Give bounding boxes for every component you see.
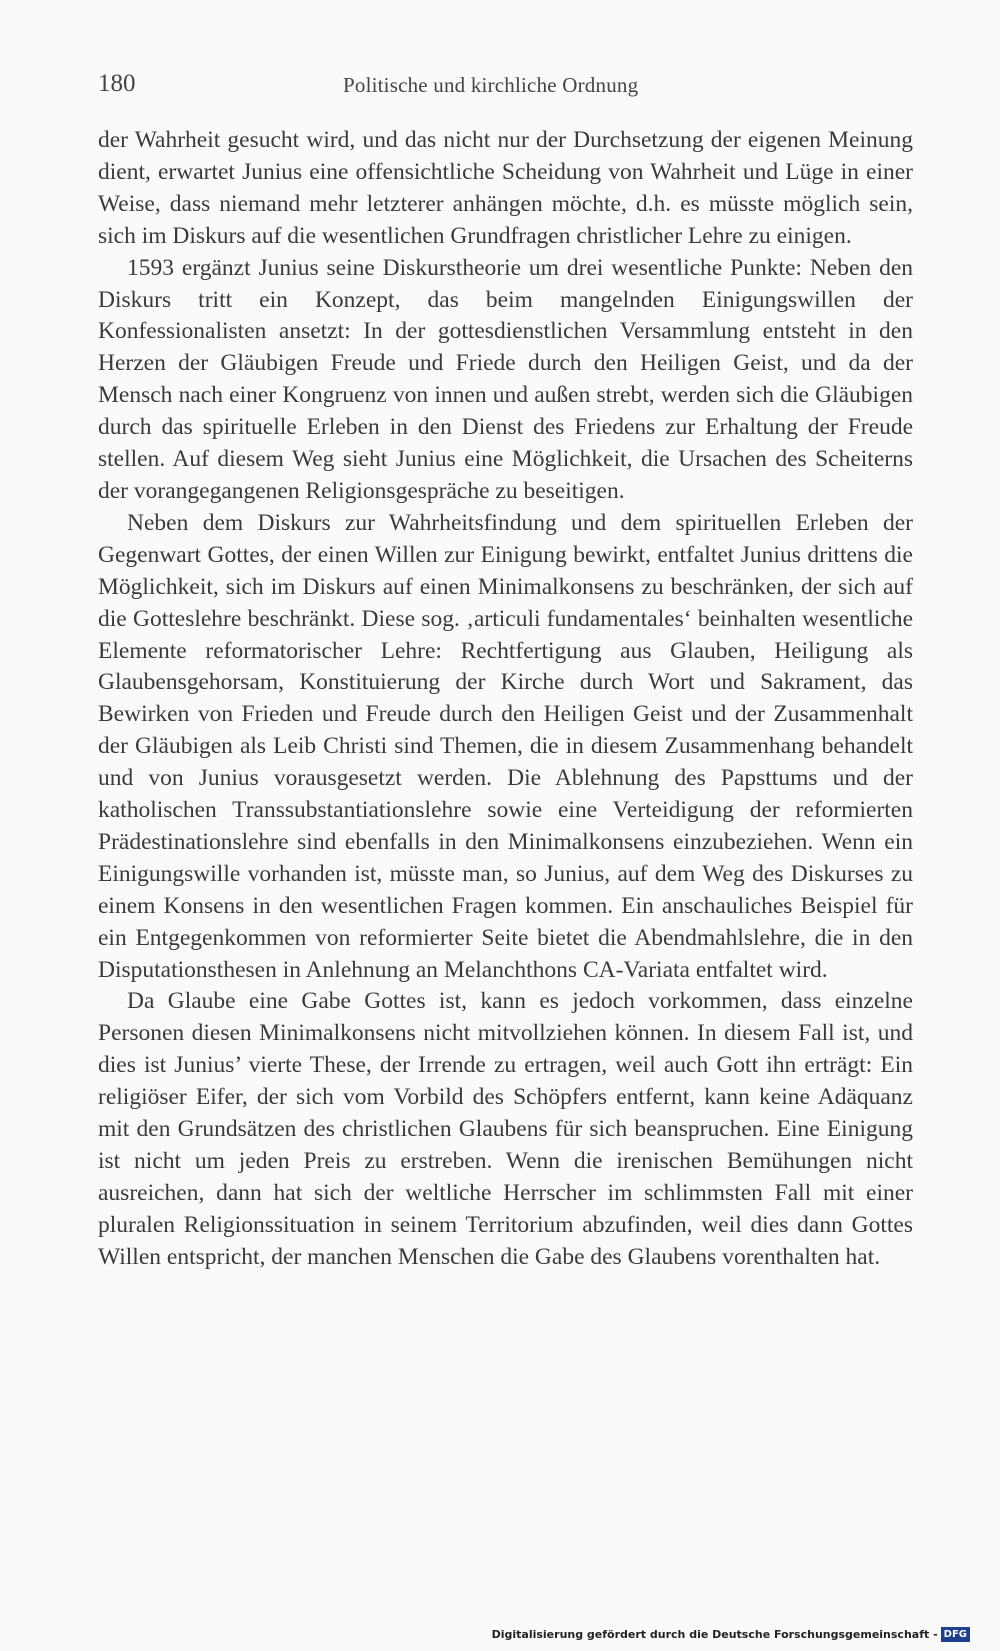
page-number: 180 (98, 70, 136, 97)
paragraph: Neben dem Diskurs zur Wahrheitsfindung und dem spirituellen Erleben der Gegenwart Gottes, der einen Willen zur Einigung bewirkt, entfaltet Junius drittens die Möglichkeit, sich im Diskurs auf einen Minimalkonsens zu beschränken, der sich auf die Gotteslehre beschränkt. Diese sog. ‚articuli fundamentales‘ beinhalten wesentliche Elemente reformatorischer Lehre: Rechtfertigung aus Glauben, Heiligung als Glaubensgehorsam, Konstituierung der Kirche durch Wort und Sakrament, das Bewirken von Frieden und Freude durch den Heiligen Geist und der Zusammenhalt der Gläubigen als Leib Christi sind Themen, die in diesem Zusammenhang behandelt und von Junius vorausgesetzt werden. Die Ablehnung des Papsttums und der katholischen Transsubstantiationslehre sowie eine Verteidigung der reformierten Prädestinationslehre sind ebenfalls in den Minimalkonsens einzubeziehen. Wenn ein Einigungswille vorhanden ist, müsste man, so Junius, auf dem Weg des Diskurses zu einem Konsens in den wesentlichen Fragen kommen. Ein anschauliches Beispiel für ein Entgegenkommen von reformierter Seite bietet die Abendmahlslehre, die in den Disputationsthesen in Anlehnung an Melanchthons CA-Variata entfaltet wird. (98, 509, 913, 983)
paragraph-continued: der Wahrheit gesucht wird, und das nicht nur der Durchsetzung der eigenen Meinung dient, erwartet Junius eine offensichtliche Scheidung von Wahrheit und Lüge in einer Weise, dass niemand mehr letzterer anhängen möchte, d.h. es müsste möglich sein, sich im Diskurs auf die wesentlichen Grundfragen christlicher Lehre zu einigen. (98, 127, 913, 249)
body-text (98, 125, 913, 1274)
digitization-credit (492, 1625, 970, 1643)
paragraph: 1593 ergänzt Junius seine Diskurstheorie um drei wesentliche Punkte: Neben den Diskurs tritt ein Konzept, das beim mangelnden Einigungswillen der Konfessionalisten ansetzt: In der gottesdienstlichen Versammlung entsteht in den Herzen der Gläubigen Freude und Friede durch den Heiligen Geist, und da der Mensch nach einer Kongruenz von innen und außen strebt, werden sich die Gläubigen durch das spirituelle Erleben in den Dienst des Friedens zur Erhaltung der Freude stellen. Auf diesem Weg sieht Junius eine Möglichkeit, die Ursachen des Scheiterns der vorangegangenen Religionsgespräche zu beseitigen. (98, 254, 913, 504)
page-header (98, 70, 915, 106)
paragraph: Da Glaube eine Gabe Gottes ist, kann es jedoch vorkommen, dass einzelne Personen diesen Minimalkonsens nicht mitvollziehen können. In diesem Fall ist, und dies ist Junius’ vierte These, der Irrende zu ertragen, weil auch Gott ihn erträgt: Ein religiöser Eifer, der sich vom Vorbild des Schöpfers entfernt, kann keine Adäquanz mit den Grundsätzen des christlichen Glaubens für sich beanspruchen. Eine Einigung ist nicht um jeden Preis zu erstreben. Wenn die irenischen Bemühungen nicht ausreichen, dann hat sich der weltliche Herrscher im schlimmsten Fall mit einer pluralen Religionssituation in seinem Territorium abzufinden, weil dies dann Gottes Willen entspricht, der manchen Menschen die Gabe des Glaubens vorenthalten hat. (98, 988, 913, 1270)
dfg-logo-icon: DFG (941, 1627, 970, 1642)
credit-text: Digitalisierung gefördert durch die Deutsche Forschungsgemeinschaft - (491, 1627, 938, 1641)
running-title: Politische und kirchliche Ordnung (343, 73, 639, 97)
